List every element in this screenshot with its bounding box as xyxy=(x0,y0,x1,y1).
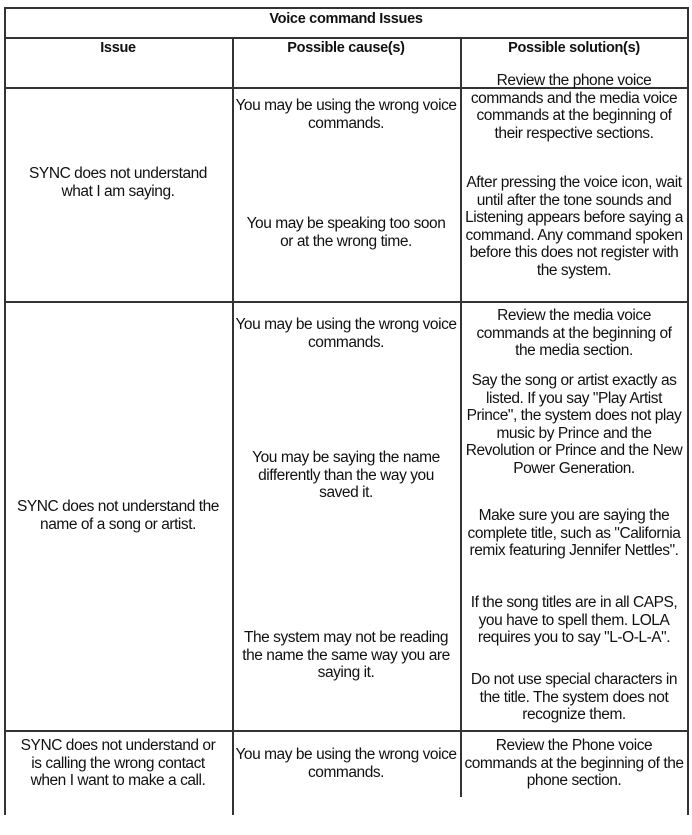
solution-cell: After pressing the voice icon, wait until after the tone sounds and Listening appears before saying a command. Any command spoken before this does not register with the system. xyxy=(465,174,683,279)
header-solution: Possible solution(s) xyxy=(508,40,640,56)
divider xyxy=(4,301,688,303)
divider xyxy=(4,730,688,732)
table-border-right xyxy=(687,7,689,815)
cause-cell: You may be saying the name differently than the way you saved it. xyxy=(252,449,440,501)
cause-cell: The system may not be reading the name the same way you are saying it. xyxy=(242,629,450,681)
solution-cell: Say the song or artist exactly as listed. If you say "Play Artist Prince", the system does not play music by Prince and the Revolution or Prince and the New Power Generation. xyxy=(465,372,683,477)
solution-cell: Review the media voice commands at the beginning of the media section. xyxy=(476,307,672,359)
cause-cell: You may be using the wrong voice commands. xyxy=(235,97,457,132)
table-title: Voice command Issues xyxy=(269,11,423,27)
header-cause: Possible cause(s) xyxy=(287,40,405,56)
cause-cell: You may be using the wrong voice commands. xyxy=(235,746,457,781)
column-divider xyxy=(232,37,234,815)
table-border-left xyxy=(4,7,6,815)
issue-cell: SYNC does not understand the name of a song or artist. xyxy=(17,498,219,533)
table-border-top xyxy=(4,7,688,9)
issue-cell: SYNC does not understand what I am saying. xyxy=(29,165,207,200)
issue-cell: SYNC does not understand or is calling the wrong contact when I want to make a call. xyxy=(20,737,216,789)
divider xyxy=(4,37,688,39)
solution-cell: Review the Phone voice commands at the beginning of the phone section. xyxy=(464,737,684,789)
solution-cell: Do not use special characters in the title. The system does not recognize them. xyxy=(470,671,678,723)
solution-cell: Review the phone voice commands and the media voice commands at the beginning of their respective sections. xyxy=(470,72,678,142)
cause-cell: You may be using the wrong voice commands. xyxy=(235,316,457,351)
header-issue: Issue xyxy=(100,40,136,56)
solution-cell: If the song titles are in all CAPS, you have to spell them. LOLA requires you to say "L-O-L-A". xyxy=(470,594,678,646)
cause-cell: You may be speaking too soon or at the wrong time. xyxy=(246,215,446,250)
solution-cell: Make sure you are saying the complete title, such as "California remix featuring Jennifer Nettles". xyxy=(467,507,681,559)
